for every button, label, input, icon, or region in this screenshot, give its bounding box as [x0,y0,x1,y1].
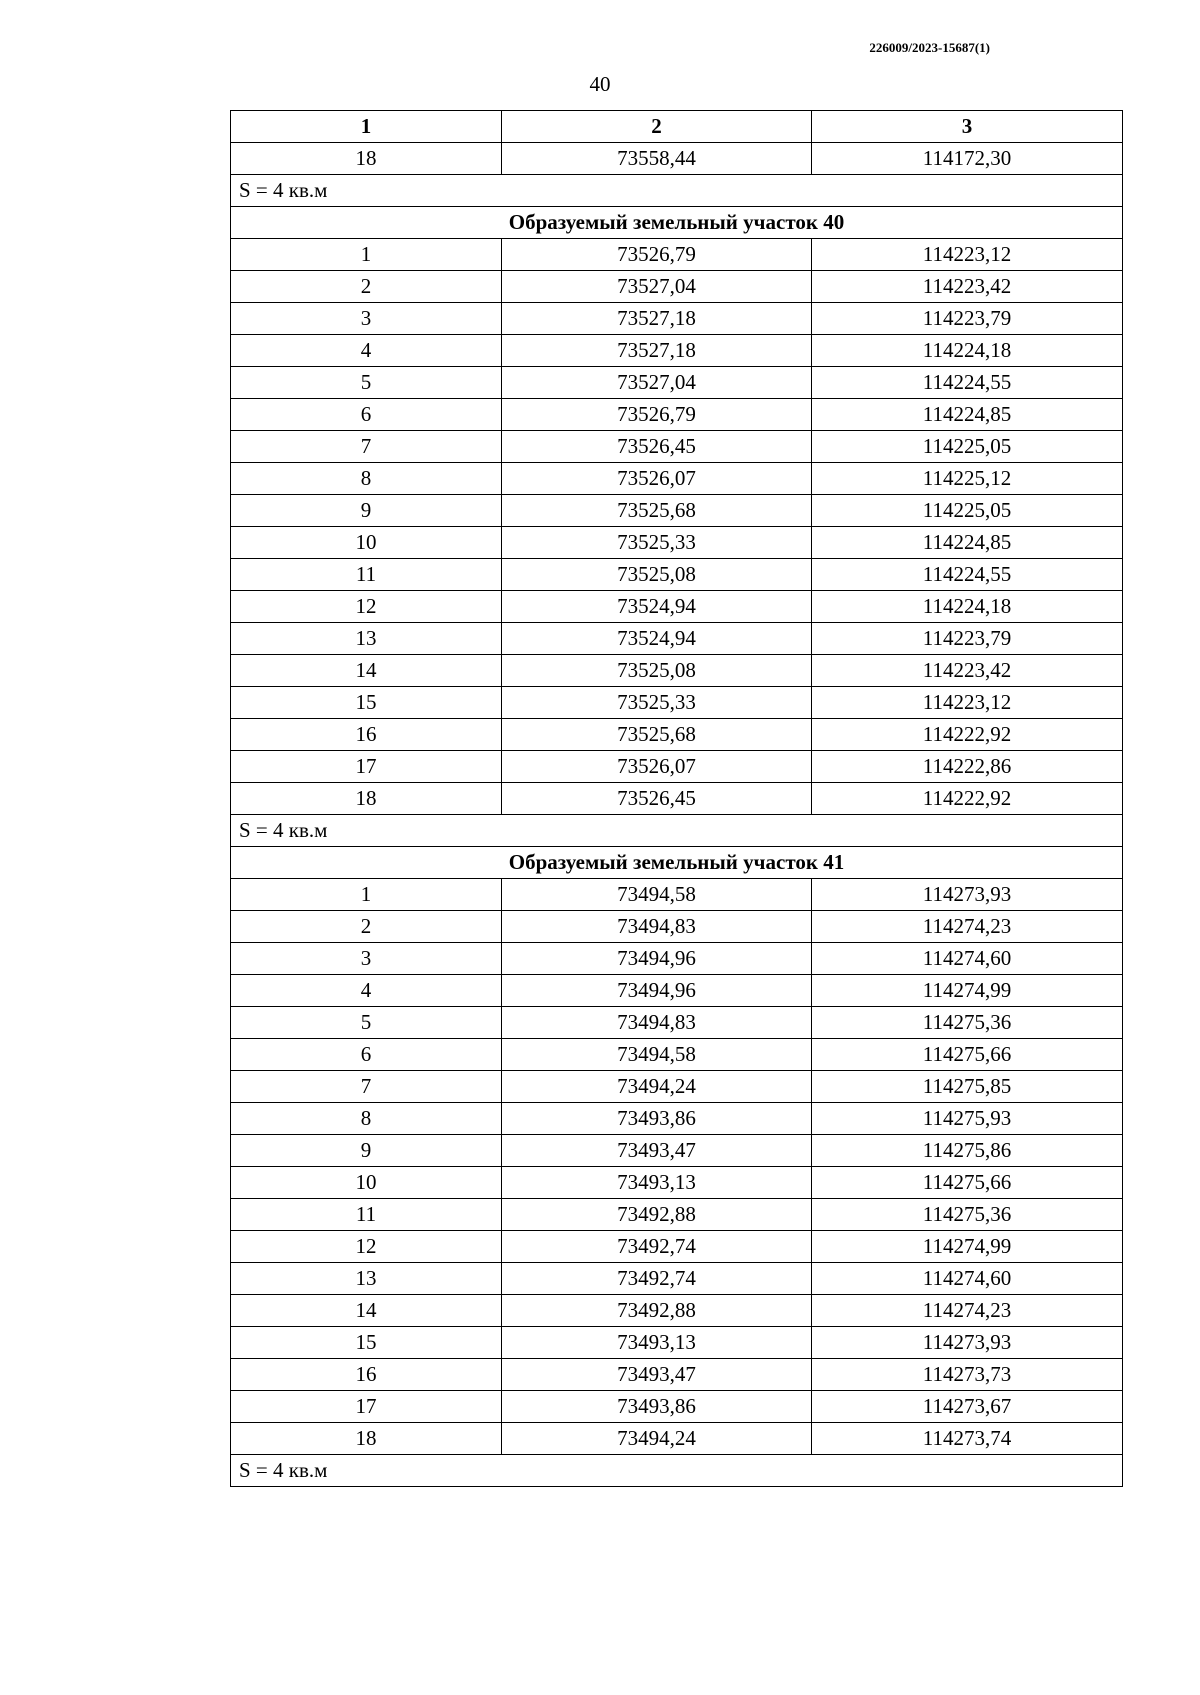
section-title-row [231,847,1123,879]
cell-y-coordinate: 114274,99 [812,1231,1123,1263]
cell-x-coordinate: 73524,94 [502,623,812,655]
cell-x-coordinate: 73493,13 [502,1167,812,1199]
cell-x-coordinate: 73526,07 [502,751,812,783]
cell-y-coordinate: 114223,12 [812,239,1123,271]
table-row [231,303,1123,335]
cell-x-coordinate: 73492,88 [502,1295,812,1327]
cell-y-coordinate: 114224,85 [812,399,1123,431]
cell-y-coordinate: 114275,93 [812,1103,1123,1135]
table-row [231,1039,1123,1071]
table-row [231,1199,1123,1231]
area-row-text: S = 4 кв.м [231,175,1123,207]
cell-point-number: 3 [231,943,502,975]
cell-y-coordinate: 114273,73 [812,1359,1123,1391]
section-title-row-text: Образуемый земельный участок 40 [231,207,1123,239]
table-row [231,367,1123,399]
cell-x-coordinate: 73494,58 [502,1039,812,1071]
table-row [231,559,1123,591]
header-cell-point: 1 [231,111,502,143]
cell-y-coordinate: 114224,55 [812,367,1123,399]
cell-y-coordinate: 114273,74 [812,1423,1123,1455]
cell-x-coordinate: 73492,74 [502,1231,812,1263]
table-row [231,943,1123,975]
cell-point-number: 7 [231,1071,502,1103]
cell-x-coordinate: 73525,33 [502,527,812,559]
table-row [231,399,1123,431]
cell-point-number: 13 [231,623,502,655]
cell-point-number: 11 [231,559,502,591]
cell-point-number: 16 [231,1359,502,1391]
cell-point-number: 2 [231,911,502,943]
header-row [231,111,1123,143]
cell-point-number: 9 [231,1135,502,1167]
cell-point-number: 4 [231,975,502,1007]
cell-point-number: 16 [231,719,502,751]
table-row [231,431,1123,463]
cell-y-coordinate: 114222,92 [812,719,1123,751]
table-row [231,783,1123,815]
cell-y-coordinate: 114273,93 [812,1327,1123,1359]
cell-point-number: 12 [231,1231,502,1263]
cell-point-number: 8 [231,463,502,495]
cell-y-coordinate: 114225,05 [812,431,1123,463]
table-row [231,1263,1123,1295]
cell-y-coordinate: 114224,18 [812,335,1123,367]
coordinates-table-body [231,111,1123,1487]
table-row [231,239,1123,271]
table-row [231,1327,1123,1359]
table-row [231,271,1123,303]
cell-point-number: 5 [231,367,502,399]
table-row [231,719,1123,751]
table-row [231,335,1123,367]
cell-x-coordinate: 73526,45 [502,431,812,463]
cell-y-coordinate: 114223,42 [812,655,1123,687]
cell-point-number: 12 [231,591,502,623]
cell-x-coordinate: 73493,86 [502,1103,812,1135]
cell-y-coordinate: 114274,23 [812,911,1123,943]
section-title-row-text: Образуемый земельный участок 41 [231,847,1123,879]
cell-x-coordinate: 73494,24 [502,1071,812,1103]
cell-point-number: 1 [231,239,502,271]
cell-x-coordinate: 73492,74 [502,1263,812,1295]
cell-x-coordinate: 73526,07 [502,463,812,495]
cell-x-coordinate: 73494,24 [502,1423,812,1455]
cell-point-number: 6 [231,1039,502,1071]
cell-point-number: 18 [231,1423,502,1455]
cell-y-coordinate: 114222,92 [812,783,1123,815]
cell-x-coordinate: 73558,44 [502,143,812,175]
table-row [231,623,1123,655]
area-row-text: S = 4 кв.м [231,1455,1123,1487]
cell-point-number: 17 [231,1391,502,1423]
cell-point-number: 3 [231,303,502,335]
table-row [231,1135,1123,1167]
cell-point-number: 2 [231,271,502,303]
table-row [231,911,1123,943]
cell-point-number: 8 [231,1103,502,1135]
table-row [231,975,1123,1007]
cell-x-coordinate: 73492,88 [502,1199,812,1231]
cell-y-coordinate: 114275,85 [812,1071,1123,1103]
cell-point-number: 18 [231,783,502,815]
cell-y-coordinate: 114172,30 [812,143,1123,175]
cell-y-coordinate: 114224,85 [812,527,1123,559]
cell-x-coordinate: 73525,68 [502,719,812,751]
cell-x-coordinate: 73527,04 [502,367,812,399]
table-row [231,1167,1123,1199]
cell-y-coordinate: 114275,66 [812,1167,1123,1199]
cell-point-number: 10 [231,527,502,559]
table-row [231,655,1123,687]
cell-x-coordinate: 73525,08 [502,559,812,591]
table-row [231,1359,1123,1391]
document-id: 226009/2023-15687(1) [869,40,990,55]
cell-y-coordinate: 114223,42 [812,271,1123,303]
cell-point-number: 9 [231,495,502,527]
cell-x-coordinate: 73527,18 [502,303,812,335]
table-row [231,463,1123,495]
cell-y-coordinate: 114274,60 [812,943,1123,975]
cell-x-coordinate: 73525,08 [502,655,812,687]
cell-x-coordinate: 73526,45 [502,783,812,815]
cell-y-coordinate: 114274,99 [812,975,1123,1007]
cell-x-coordinate: 73525,68 [502,495,812,527]
cell-y-coordinate: 114273,67 [812,1391,1123,1423]
table-row [231,1295,1123,1327]
cell-x-coordinate: 73493,86 [502,1391,812,1423]
cell-x-coordinate: 73493,47 [502,1359,812,1391]
cell-x-coordinate: 73525,33 [502,687,812,719]
cell-y-coordinate: 114224,18 [812,591,1123,623]
cell-y-coordinate: 114225,12 [812,463,1123,495]
table-row [231,1007,1123,1039]
cell-y-coordinate: 114275,86 [812,1135,1123,1167]
cell-x-coordinate: 73494,83 [502,1007,812,1039]
cell-y-coordinate: 114225,05 [812,495,1123,527]
table-row [231,1423,1123,1455]
cell-y-coordinate: 114223,79 [812,623,1123,655]
cell-x-coordinate: 73494,96 [502,975,812,1007]
cell-point-number: 6 [231,399,502,431]
table-row [231,527,1123,559]
cell-y-coordinate: 114275,36 [812,1007,1123,1039]
table-row [231,879,1123,911]
cell-point-number: 4 [231,335,502,367]
table-row [231,143,1123,175]
cell-point-number: 13 [231,1263,502,1295]
table-row [231,1231,1123,1263]
header-cell-y: 3 [812,111,1123,143]
table-row [231,1103,1123,1135]
cell-point-number: 1 [231,879,502,911]
cell-point-number: 11 [231,1199,502,1231]
cell-x-coordinate: 73524,94 [502,591,812,623]
cell-point-number: 14 [231,1295,502,1327]
area-row [231,1455,1123,1487]
cell-x-coordinate: 73526,79 [502,239,812,271]
cell-y-coordinate: 114223,79 [812,303,1123,335]
area-row-text: S = 4 кв.м [231,815,1123,847]
cell-point-number: 15 [231,1327,502,1359]
table-row [231,1391,1123,1423]
cell-point-number: 17 [231,751,502,783]
coordinates-table [230,110,1123,1487]
page-number: 40 [589,72,611,96]
cell-y-coordinate: 114223,12 [812,687,1123,719]
cell-x-coordinate: 73493,13 [502,1327,812,1359]
cell-y-coordinate: 114224,55 [812,559,1123,591]
table-row [231,591,1123,623]
cell-y-coordinate: 114275,66 [812,1039,1123,1071]
cell-x-coordinate: 73494,58 [502,879,812,911]
table-row [231,687,1123,719]
cell-point-number: 7 [231,431,502,463]
cell-y-coordinate: 114222,86 [812,751,1123,783]
cell-x-coordinate: 73526,79 [502,399,812,431]
cell-y-coordinate: 114273,93 [812,879,1123,911]
cell-x-coordinate: 73493,47 [502,1135,812,1167]
table-row [231,495,1123,527]
cell-point-number: 18 [231,143,502,175]
table-row [231,751,1123,783]
area-row [231,175,1123,207]
table-row [231,1071,1123,1103]
cell-point-number: 14 [231,655,502,687]
section-title-row [231,207,1123,239]
cell-x-coordinate: 73527,04 [502,271,812,303]
cell-y-coordinate: 114274,23 [812,1295,1123,1327]
cell-point-number: 10 [231,1167,502,1199]
cell-point-number: 15 [231,687,502,719]
cell-x-coordinate: 73494,83 [502,911,812,943]
cell-y-coordinate: 114274,60 [812,1263,1123,1295]
header-cell-x: 2 [502,111,812,143]
cell-x-coordinate: 73494,96 [502,943,812,975]
cell-point-number: 5 [231,1007,502,1039]
cell-y-coordinate: 114275,36 [812,1199,1123,1231]
cell-x-coordinate: 73527,18 [502,335,812,367]
area-row [231,815,1123,847]
